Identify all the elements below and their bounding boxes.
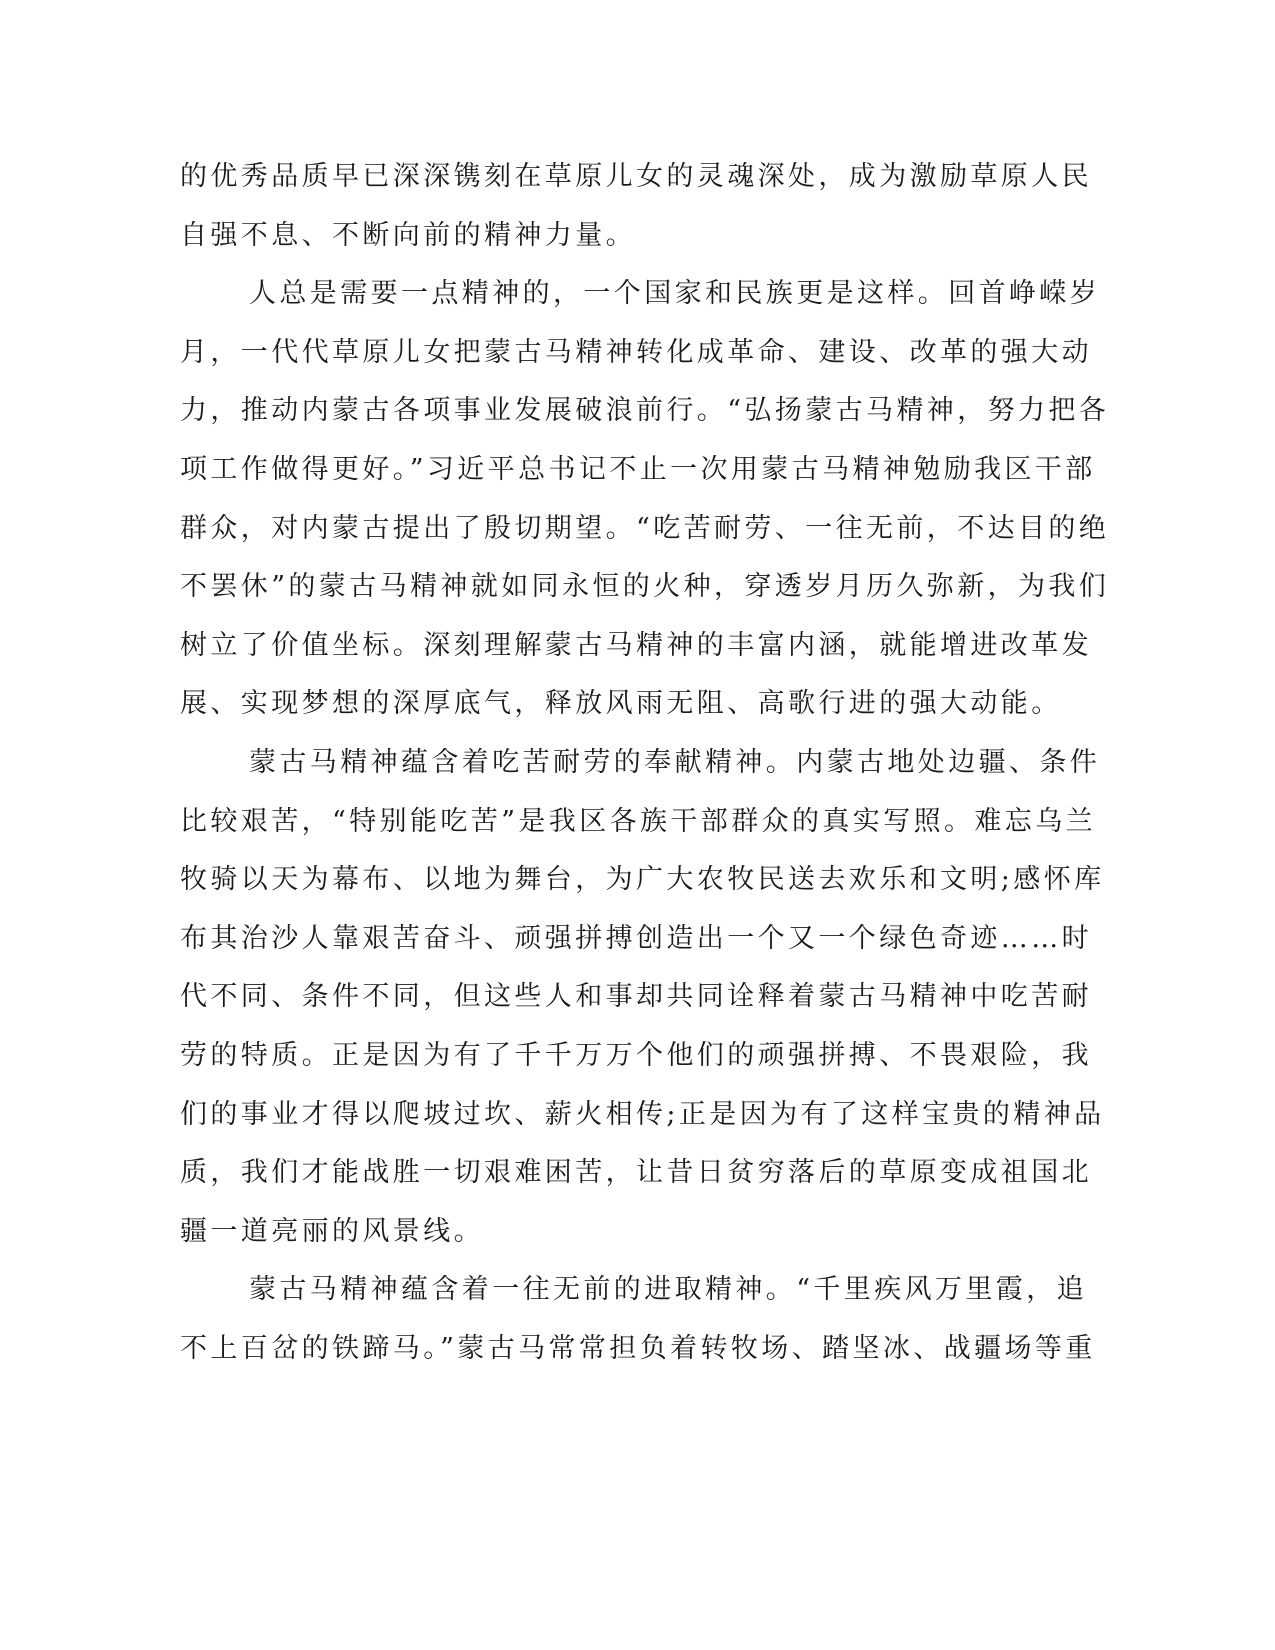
text-line: 树立了价值坐标。深刻理解蒙古马精神的丰富内涵，就能增进改革发 xyxy=(180,629,1092,661)
text-line: 疆一道亮丽的风景线。 xyxy=(180,1215,484,1247)
text-line: 代不同、条件不同，但这些人和事却共同诠释着蒙古马精神中吃苦耐 xyxy=(180,981,1092,1013)
document-page xyxy=(180,148,1110,1378)
text-line: 展、实现梦想的深厚底气，释放风雨无阻、高歌行进的强大动能。 xyxy=(180,688,1062,720)
text-line: 不上百岔的铁蹄马。”蒙古马常常担负着转牧场、踏坚冰、战疆场等重 xyxy=(180,1332,1096,1364)
text-line: 们的事业才得以爬坡过坎、薪火相传;正是因为有了这样宝贵的精神品 xyxy=(180,1098,1105,1130)
text-line: 不罢休”的蒙古马精神就如同永恒的火种，穿透岁月历久弥新，为我们 xyxy=(180,571,1110,603)
text-line: 力，推动内蒙古各项事业发展破浪前行。“弘扬蒙古马精神，努力把各 xyxy=(180,395,1110,427)
paragraph-start-line: 蒙古马精神蕴含着一往无前的进取精神。“千里疾风万里霞，追 xyxy=(249,1274,1088,1306)
text-line: 月，一代代草原儿女把蒙古马精神转化成革命、建设、改革的强大动 xyxy=(180,336,1092,368)
paragraph-start-line: 蒙古马精神蕴含着吃苦耐劳的奉献精神。内蒙古地处边疆、条件 xyxy=(249,746,1101,778)
text-line: 质，我们才能战胜一切艰难困苦，让昔日贫穷落后的草原变成祖国北 xyxy=(180,1157,1092,1189)
text-line: 牧骑以天为幕布、以地为舞台，为广大农牧民送去欢乐和文明;感怀库 xyxy=(180,864,1105,896)
text-line: 项工作做得更好。”习近平总书记不止一次用蒙古马精神勉励我区干部 xyxy=(180,453,1096,485)
paragraph-start-line: 人总是需要一点精神的，一个国家和民族更是这样。回首峥嵘岁 xyxy=(249,278,1101,310)
text-line: 群众，对内蒙古提出了殷切期望。“吃苦耐劳、一往无前，不达目的绝 xyxy=(180,512,1110,544)
text-line: 比较艰苦，“特别能吃苦”是我区各族干部群众的真实写照。难忘乌兰 xyxy=(180,805,1097,837)
text-line: 布其治沙人靠艰苦奋斗、顽强拼搏创造出一个又一个绿色奇迹……时 xyxy=(180,922,1092,954)
text-line: 劳的特质。正是因为有了千千万万个他们的顽强拼搏、不畏艰险，我 xyxy=(180,1039,1092,1071)
text-line: 的优秀品质早已深深镌刻在草原儿女的灵魂深处，成为激励草原人民 xyxy=(180,161,1092,192)
text-line: 自强不息、不断向前的精神力量。 xyxy=(180,219,636,251)
